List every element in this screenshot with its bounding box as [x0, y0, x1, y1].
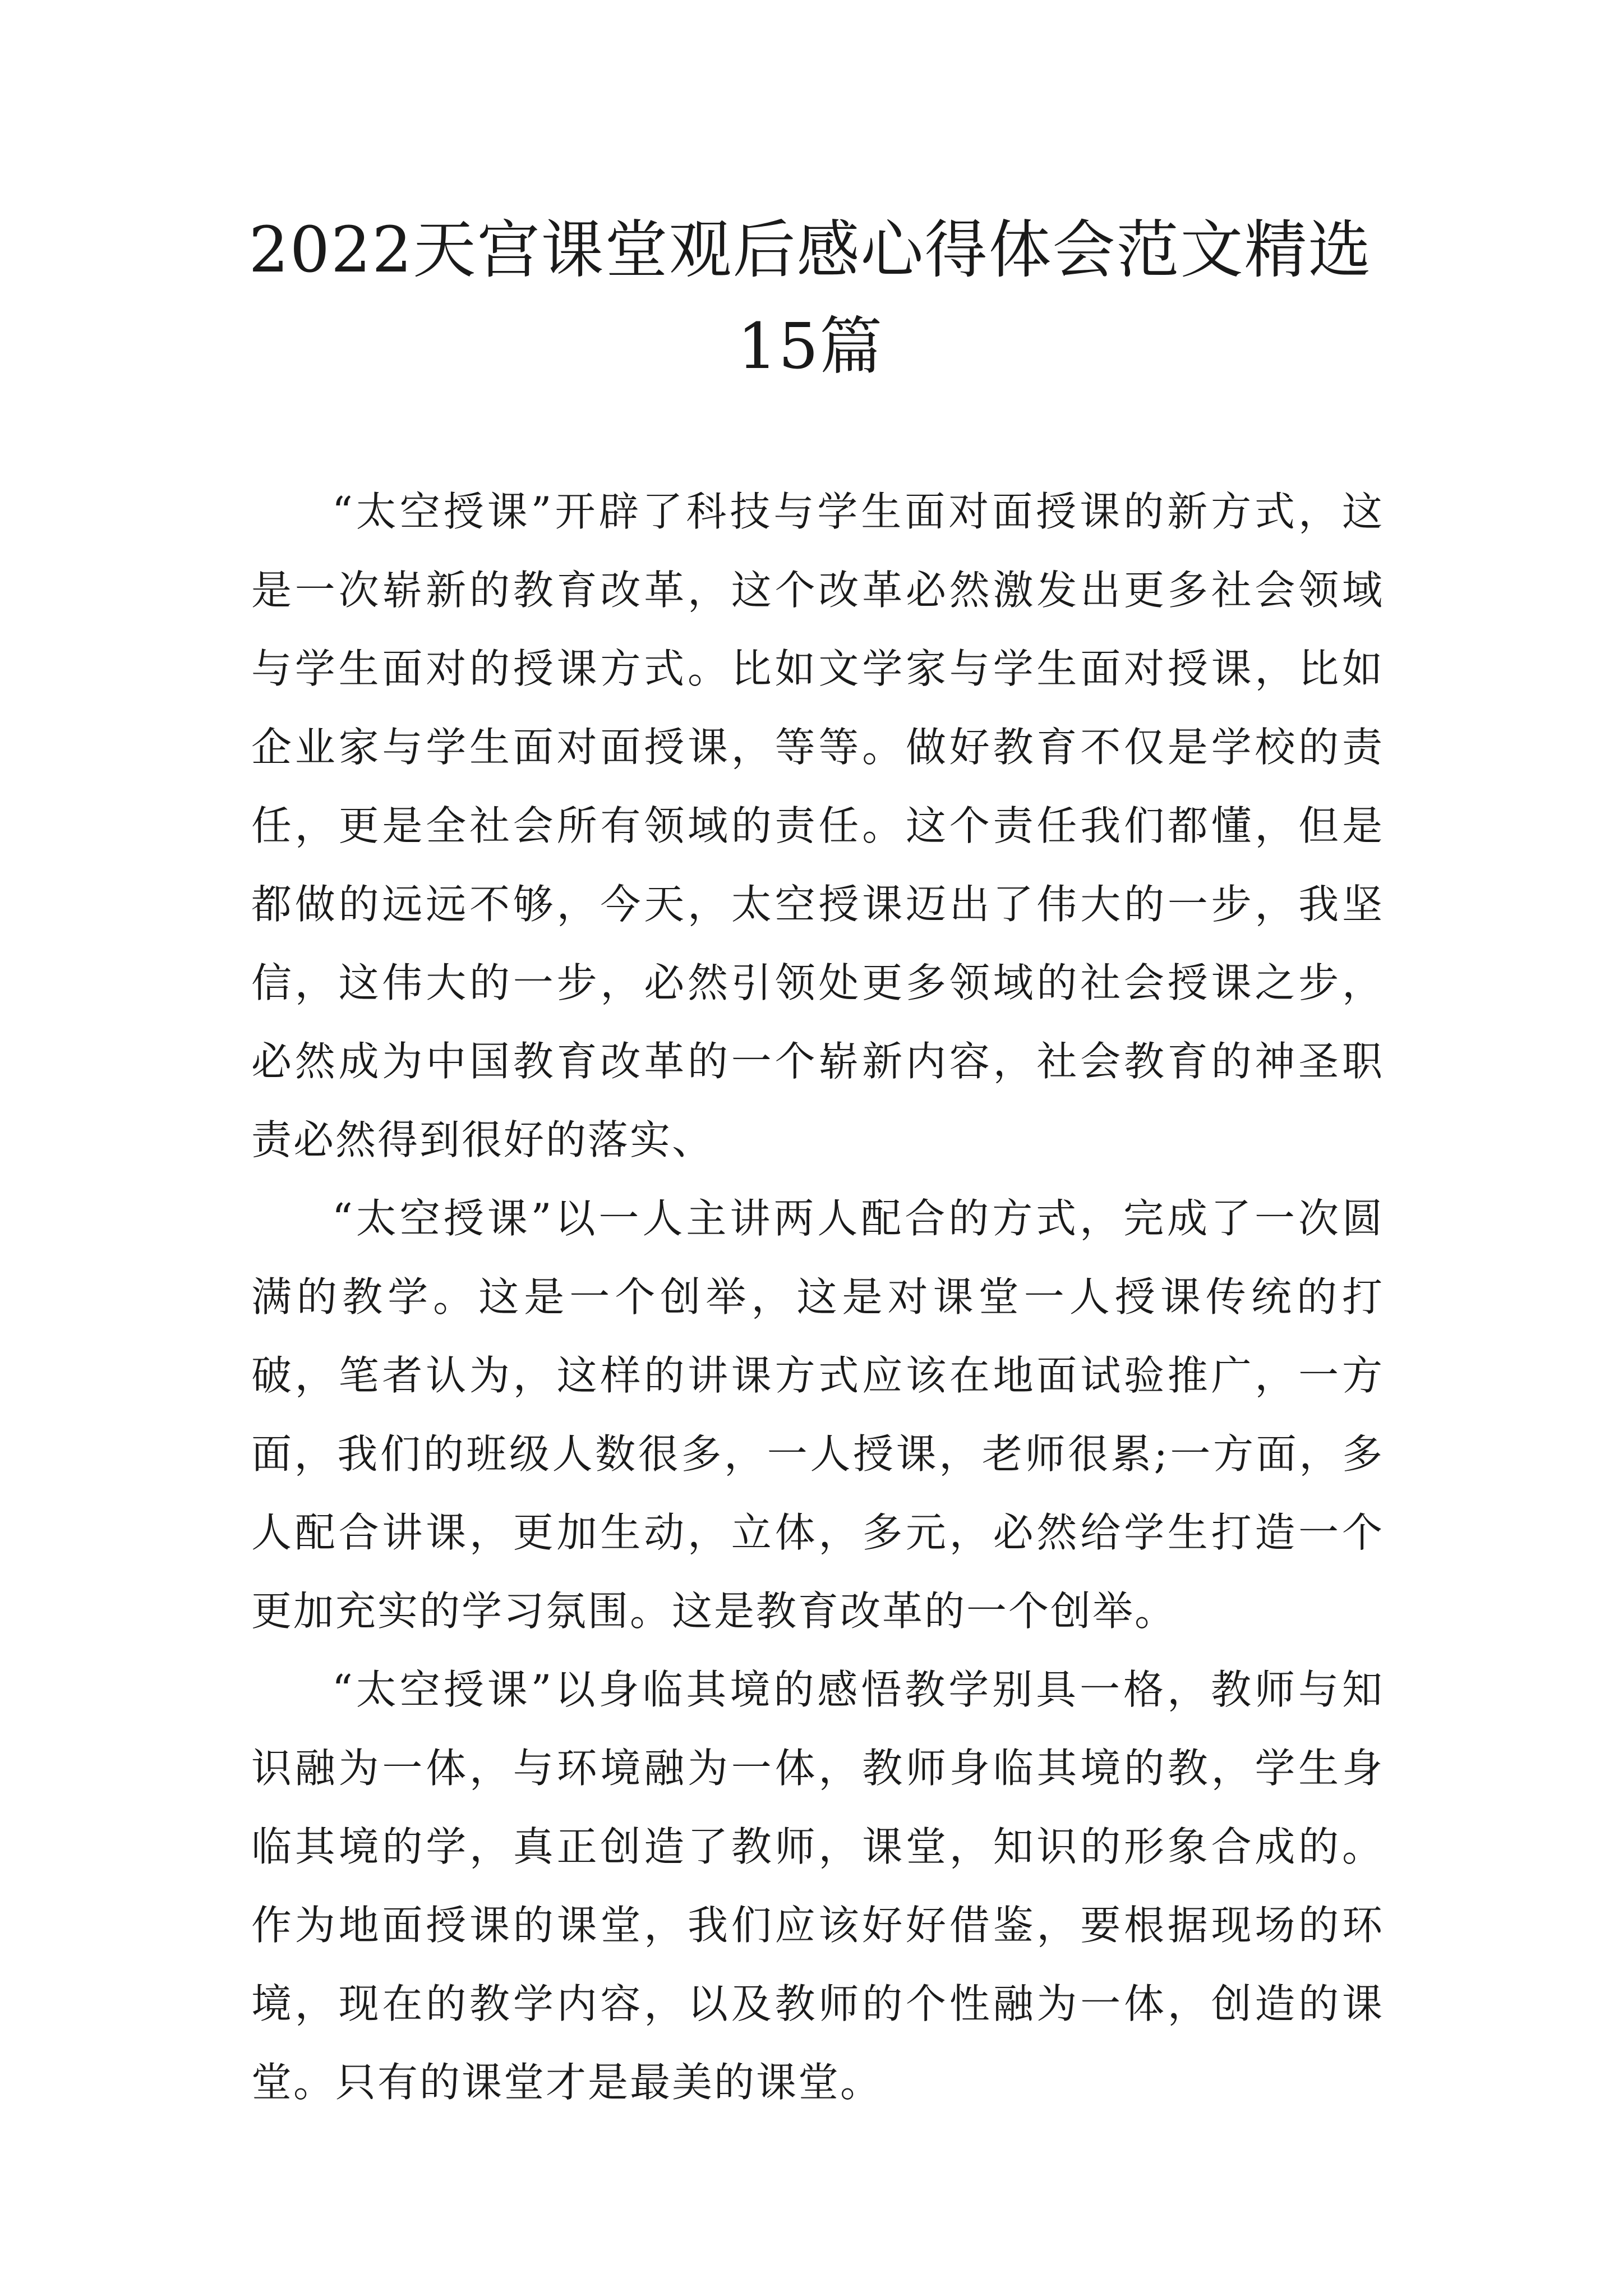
paragraph-3: “太空授课”以身临其境的感悟教学别具一格，教师与知识融为一体，与环境融为一体，教师身临其境的教，学生身临其境的学，真正创造了教师，课堂，知识的形象合成的。作为地面授课的课堂，我们应该好好借鉴，要根据现场的环境，现在的教学内容，以及教师的个性融为一体，创造的课堂。只有的课堂才是最美的课堂。: [251, 1666, 1384, 2106]
paragraph-2: “太空授课”以一人主讲两人配合的方式，完成了一次圆满的教学。这是一个创举，这是对课堂一人授课传统的打破，笔者认为，这样的讲课方式应该在地面试验推广，一方面，我们的班级人数很多，一人授课，老师很累;一方面，多人配合讲课，更加生动，立体，多元，必然给学生打造一个更加充实的学习氛围。这是教育改革的一个创举。: [251, 1195, 1384, 1635]
document-title: 2022天宫课堂观后感心得体会范文精选15篇: [248, 214, 1372, 383]
paragraph-1: “太空授课”开辟了科技与学生面对面授课的新方式，这是一次崭新的教育改革，这个改革必然激发出更多社会领域与学生面对的授课方式。比如文学家与学生面对授课，比如企业家与学生面对面授课，等等。做好教育不仅是学校的责任，更是全社会所有领域的责任。这个责任我们都懂，但是都做的远远不够，今天，太空授课迈出了伟大的一步，我坚信，这伟大的一步，必然引领处更多领域的社会授课之步，必然成为中国教育改革的一个崭新内容，社会教育的神圣职责必然得到很好的落实、: [251, 488, 1384, 1163]
document-body: [251, 472, 1384, 2122]
